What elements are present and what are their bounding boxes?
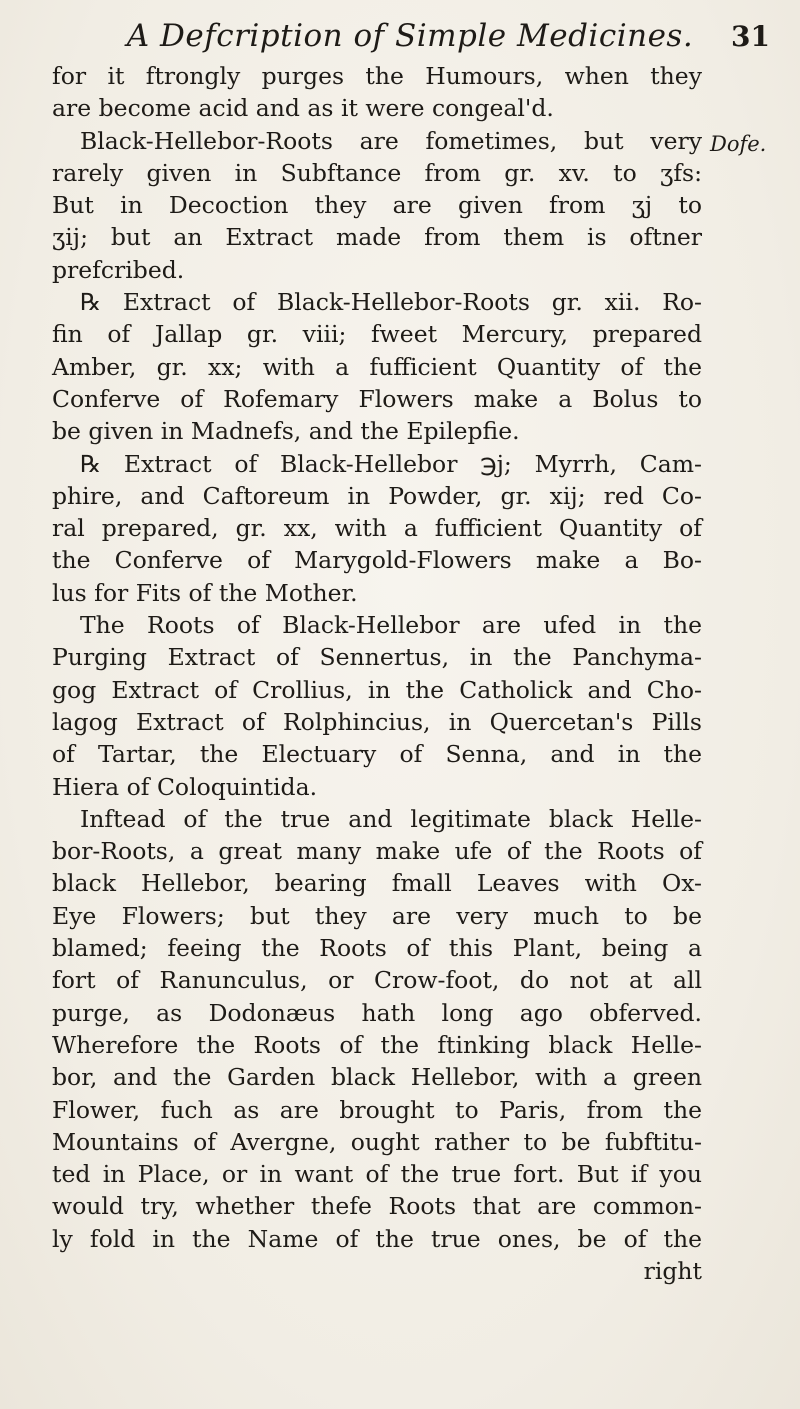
text-line: fort of Ranunculus, or Crow-foot, do not at all [52, 966, 702, 995]
text-line: The Roots of Black-Hellebor are ufed in the [80, 611, 702, 640]
text-line: Amber, gr. xx; with a fufficient Quantity of the [52, 352, 702, 381]
text-line: the Conferve of Marygold-Flowers make a Bo- [52, 546, 702, 575]
text-line: rarely given in Subftance from gr. xv. to ʒfs: [52, 158, 702, 187]
text-line: ly fold in the Name of the true ones, be of the [52, 1224, 702, 1253]
catchword: right [643, 1256, 702, 1285]
text-line: would try, whether thefe Roots that are common- [52, 1192, 702, 1221]
text-line: Mountains of Avergne, ought rather to be fubftitu- [52, 1127, 702, 1156]
text-line: bor, and the Garden black Hellebor, with a green [52, 1063, 702, 1092]
page-number: 31 [731, 20, 770, 53]
text-line: black Hellebor, bearing fmall Leaves with Ox- [52, 869, 702, 898]
text-line: bor-Roots, a great many make ufe of the Roots of [52, 837, 702, 866]
text-line: lus for Fits of the Mother. [52, 578, 358, 607]
text-line: for it ftrongly purges the Humours, when they [52, 62, 702, 90]
text-line: be given in Madnefs, and the Epilepfie. [52, 417, 520, 446]
page-header [110, 18, 770, 66]
text-line: Eye Flowers; but they are very much to be [52, 901, 702, 930]
text-line: Conferve of Rofemary Flowers make a Bolus to [52, 384, 702, 413]
text-line: Inftead of the true and legitimate black Helle- [80, 804, 702, 833]
text-line: ℞ Extract of Black-Hellebor-Roots gr. xii. Ro- [80, 288, 702, 317]
text-line: Flower, fuch as are brought to Paris, from the [52, 1095, 702, 1124]
body-text [52, 60, 702, 1287]
margin-note: Dofe. [710, 132, 767, 156]
text-line: Wherefore the Roots of the ftinking black Helle- [52, 1030, 702, 1059]
text-line: of Tartar, the Electuary of Senna, and in the [52, 740, 702, 769]
text-line: are become acid and as it were congeal'd. [52, 94, 554, 123]
running-title: A Defcription of Simple Medicines. [126, 18, 694, 54]
text-line: gog Extract of Crollius, in the Catholick and Cho- [52, 675, 702, 704]
text-line: purge, as Dodonæus hath long ago obferved. [52, 998, 702, 1027]
text-line: Black-Hellebor-Roots are fometimes, but very [80, 126, 702, 155]
text-line: ral prepared, gr. xx, with a fufficient Quantity of [52, 514, 702, 543]
text-line: ʒij; but an Extract made from them is oftner [52, 223, 702, 252]
text-line: ted in Place, or in want of the true fort. But if you [52, 1160, 702, 1189]
text-line: blamed; feeing the Roots of this Plant, being a [52, 934, 702, 963]
text-line: ℞ Extract of Black-Hellebor ℈j; Myrrh, Cam- [80, 449, 702, 478]
text-line: prefcribed. [52, 255, 185, 284]
text-line: Hiera of Coloquintida. [52, 772, 318, 801]
text-line: But in Decoction they are given from ʒj to [52, 191, 702, 220]
text-line: lagog Extract of Rolphincius, in Quercetan's Pills [52, 707, 702, 736]
text-line: fin of Jallap gr. viii; fweet Mercury, prepared [52, 320, 702, 349]
text-line: Purging Extract of Sennertus, in the Panchyma- [52, 643, 702, 672]
text-line: phire, and Caftoreum in Powder, gr. xij; red Co- [52, 481, 702, 510]
